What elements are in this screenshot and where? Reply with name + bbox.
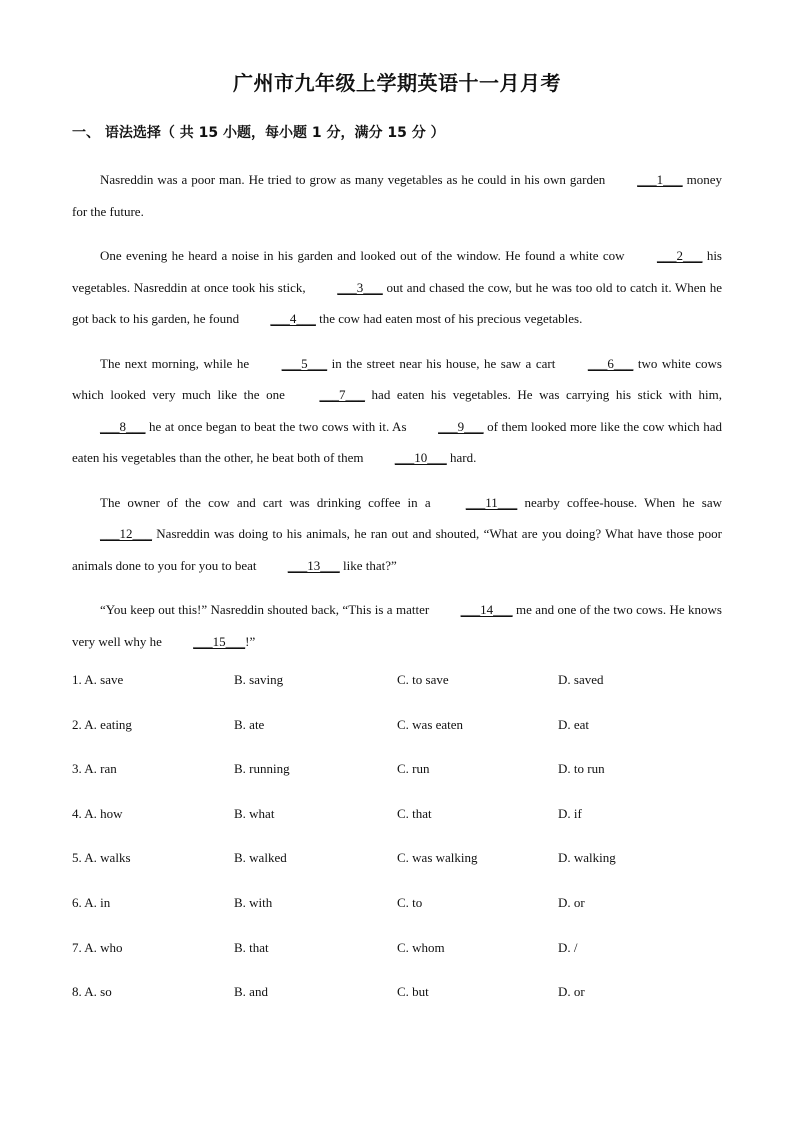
option-c: C. was eaten [397, 716, 464, 732]
option-d: D. walking [558, 850, 616, 866]
option-a: 2. A. eating [72, 716, 132, 732]
option-b: B. saving [234, 672, 284, 687]
question-row [72, 842, 732, 887]
question-row [72, 664, 732, 709]
option-b: B. with [234, 894, 273, 910]
option-c: C. was walking [397, 850, 478, 866]
option-a: 7. A. who [72, 939, 123, 955]
question-row [72, 798, 732, 843]
option-b: B. ate [234, 716, 265, 732]
option-d: D. or [558, 984, 585, 1000]
question-row [72, 709, 732, 754]
option-c: C. but [397, 984, 429, 1000]
answer-blank: ___12___ [100, 526, 152, 541]
answer-blank: ___11___ [465, 494, 518, 510]
option-c: C. to [397, 894, 423, 910]
passage-text: The owner of the cow and cart was drinking coffee in a [100, 494, 438, 510]
option-c: C. whom [397, 939, 445, 955]
passage-text: of them looked more like the cow which had eaten his vegetables than the other, he beat both of them [72, 418, 722, 465]
option-d: D. saved [558, 672, 604, 687]
option-a: 4. A. how [72, 805, 123, 821]
passage-text: his vegetables. Nasreddin at once took his stick, [72, 248, 722, 295]
answer-blank: ___15___ [193, 633, 246, 649]
passage-text: “You keep out this!” Nasreddin shouted back, “This is a matter [100, 602, 433, 617]
passage-text: !” [245, 633, 256, 649]
answer-blank: ___2___ [656, 248, 703, 263]
option-b: B. running [234, 761, 290, 777]
passage-text: out and chased the cow, but he was too old to catch it. When he got back to his garden, he found [72, 279, 722, 326]
section-heading: 一、 语法选择（ 共 15 小题，每小题 1 分，满分 15 分 ） [72, 125, 445, 141]
page-title: 广州市九年级上学期英语十一月月考 [233, 71, 561, 95]
answer-blank: ___6___ [587, 355, 634, 371]
option-d: D. or [558, 894, 585, 910]
passage-text: in the street near his house, he saw a cart [327, 355, 560, 371]
option-b: B. that [234, 939, 269, 955]
answer-blank: ___10___ [394, 450, 447, 465]
question-row [72, 932, 732, 977]
passage [72, 164, 722, 670]
option-a: 6. A. in [72, 894, 111, 910]
option-d: D. eat [558, 716, 590, 732]
option-a: 5. A. walks [72, 850, 131, 866]
passage-paragraph [72, 594, 722, 657]
passage-text: had eaten his vegetables. He was carrying his stick with him, [364, 387, 722, 402]
question-row [72, 976, 732, 1021]
answer-blank: ___7___ [319, 387, 365, 402]
passage-text: me and one of the two cows. He knows very well why he [72, 602, 722, 649]
option-a: 3. A. ran [72, 761, 117, 777]
passage-paragraph [72, 240, 722, 335]
passage-text: nearby coffee-house. When he saw [517, 494, 722, 510]
passage-text: two white cows which looked very much like the one [72, 355, 722, 402]
passage-paragraph [72, 164, 722, 227]
answer-blank: ___14___ [460, 602, 513, 617]
answer-blank: ___4___ [270, 311, 316, 326]
option-c: C. run [397, 761, 430, 777]
option-a: 1. A. save [72, 672, 124, 687]
question-row [72, 887, 732, 932]
answer-blank: ___9___ [438, 418, 484, 434]
passage-text: he at once began to beat the two cows with it. As [145, 418, 411, 434]
question-row [72, 753, 732, 798]
passage-text: Nasreddin was a poor man. He tried to grow as many vegetables as he could in his own garden [100, 172, 610, 187]
option-b: B. walked [234, 850, 287, 866]
answer-blank: ___13___ [287, 557, 340, 573]
passage-paragraph [72, 348, 722, 474]
passage-text: hard. [446, 450, 477, 465]
option-c: C. that [397, 805, 432, 821]
option-c: C. to save [397, 672, 449, 687]
answer-blank: ___5___ [281, 355, 328, 371]
answer-blank: ___8___ [100, 418, 146, 434]
passage-text: the cow had eaten most of his precious vegetables. [315, 311, 583, 326]
passage-text: like that?” [339, 557, 397, 573]
passage-text: money for the future. [72, 172, 722, 219]
passage-text: One evening he heard a noise in his garden and looked out of the window. He found a white cow [100, 248, 629, 263]
option-a: 8. A. so [72, 984, 112, 1000]
question-options [72, 664, 732, 1021]
option-d: D. to run [558, 761, 605, 777]
answer-blank: ___3___ [337, 279, 383, 295]
answer-blank: ___1___ [637, 172, 683, 187]
passage-paragraph [72, 487, 722, 582]
option-b: B. what [234, 805, 275, 821]
passage-text: The next morning, while he [100, 355, 254, 371]
option-b: B. and [234, 984, 268, 1000]
passage-text: Nasreddin was doing to his animals, he ran out and shouted, “What are you doing? What have those poor animals done to you for you to beat [72, 526, 722, 573]
option-d: D. / [558, 939, 578, 955]
option-d: D. if [558, 805, 582, 821]
